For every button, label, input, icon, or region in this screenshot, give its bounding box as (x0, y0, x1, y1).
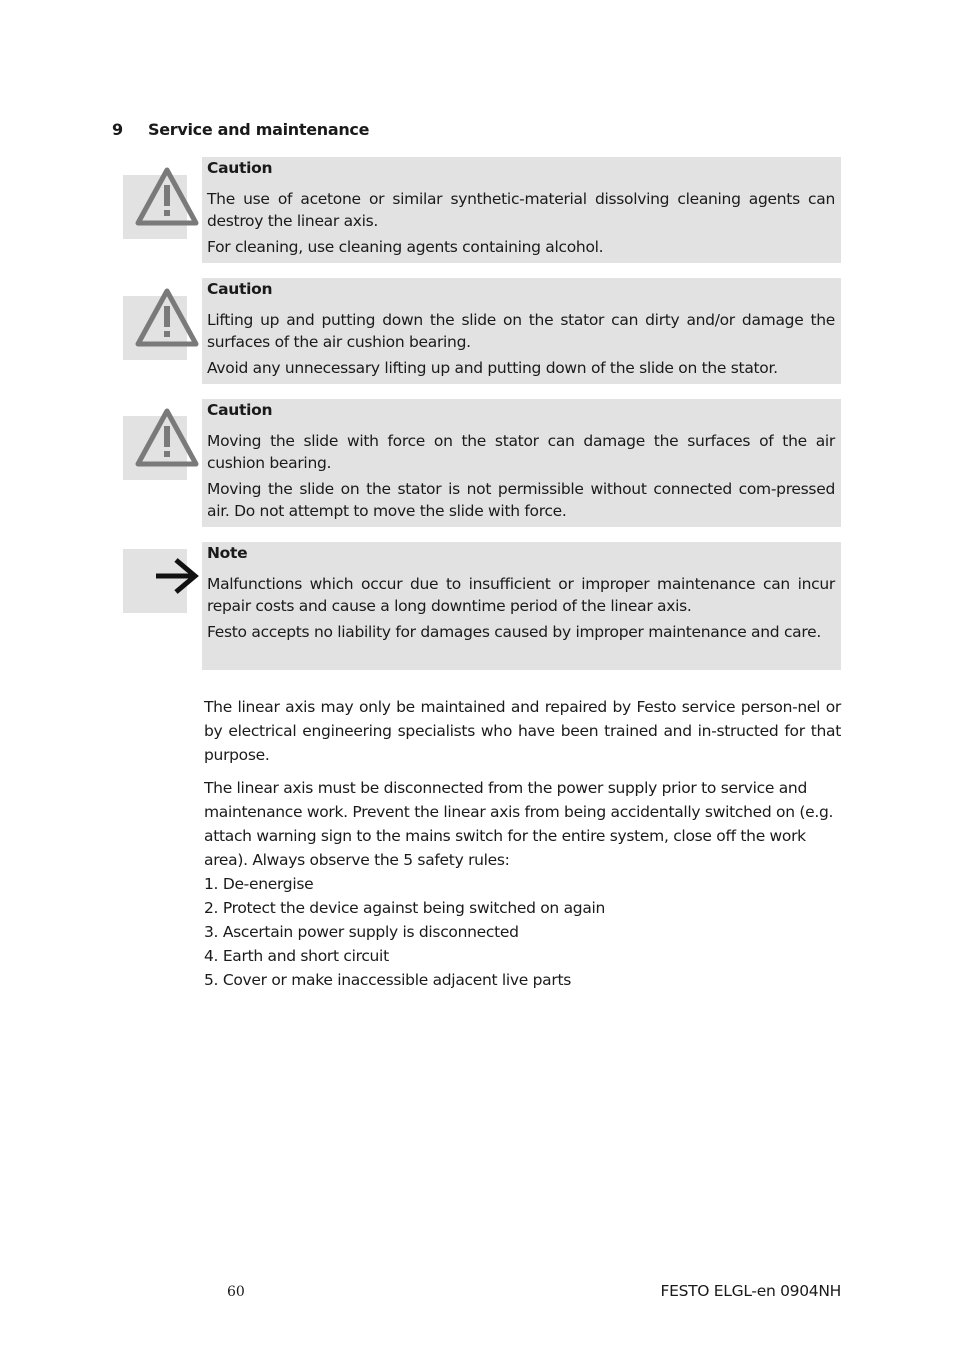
body-paragraph: The linear axis may only be maintained and repaired by Festo service person-nel or by electrical engineering specialists who have been trained and in-structed for that purpose. (204, 698, 841, 764)
list-item: 3. Ascertain power supply is disconnected (204, 923, 519, 941)
safety-rules-list (204, 872, 841, 992)
icon-panel (123, 175, 187, 239)
list-item: 2. Protect the device against being switched on again (204, 899, 606, 917)
body-paragraph: The linear axis must be disconnected from the power supply prior to service and maintenance work. Prevent the linear axis from being accidentally switched on (e.g. attach warning sign to the mains switch for the entire system, close off the work area). Always observe the 5 safety rules: (204, 779, 834, 869)
note-paragraph: Moving the slide on the stator is not permissible without connected com-pressed air. Do not attempt to move the slide with force. (207, 480, 835, 520)
document-reference: FESTO ELGL-en 0904NH (660, 1282, 841, 1300)
warning-triangle-icon (135, 408, 199, 468)
note-title: Caution (207, 159, 273, 177)
list-item: 5. Cover or make inaccessible adjacent live parts (204, 971, 572, 989)
warning-triangle-icon (135, 167, 199, 227)
note-paragraph: Festo accepts no liability for damages caused by improper maintenance and care. (207, 623, 821, 641)
note-content (202, 542, 841, 670)
note-content (202, 157, 841, 263)
note-paragraph: Moving the slide with force on the stator can damage the surfaces of the air cushion bearing. (207, 432, 835, 472)
note-title: Caution (207, 280, 273, 298)
warning-triangle-icon (135, 288, 199, 348)
note-content (202, 399, 841, 527)
page-number: 60 (227, 1284, 245, 1300)
list-item: 4. Earth and short circuit (204, 947, 389, 965)
note-paragraph: Avoid any unnecessary lifting up and putting down of the slide on the stator. (207, 359, 778, 377)
section-heading (112, 120, 369, 139)
icon-panel (123, 549, 187, 613)
note-paragraph: Lifting up and putting down the slide on the stator can dirty and/or damage the surfaces of the air cushion bearing. (207, 311, 835, 351)
arrow-right-icon (154, 556, 200, 596)
caution-block (123, 157, 841, 263)
note-block (123, 542, 841, 670)
icon-panel (123, 416, 187, 480)
caution-block (123, 399, 841, 527)
section-number: 9 (112, 120, 123, 139)
body-text (204, 695, 841, 992)
note-paragraph: The use of acetone or similar synthetic-material dissolving cleaning agents can destroy the linear axis. (207, 190, 835, 230)
section-title: Service and maintenance (148, 120, 370, 139)
list-item: 1. De-energise (204, 875, 314, 893)
icon-panel (123, 296, 187, 360)
note-content (202, 278, 841, 384)
note-paragraph: For cleaning, use cleaning agents containing alcohol. (207, 238, 604, 256)
caution-block (123, 278, 841, 384)
note-title: Note (207, 544, 248, 562)
note-title: Caution (207, 401, 273, 419)
note-paragraph: Malfunctions which occur due to insufficient or improper maintenance can incur repair costs and cause a long downtime period of the linear axis. (207, 575, 835, 615)
